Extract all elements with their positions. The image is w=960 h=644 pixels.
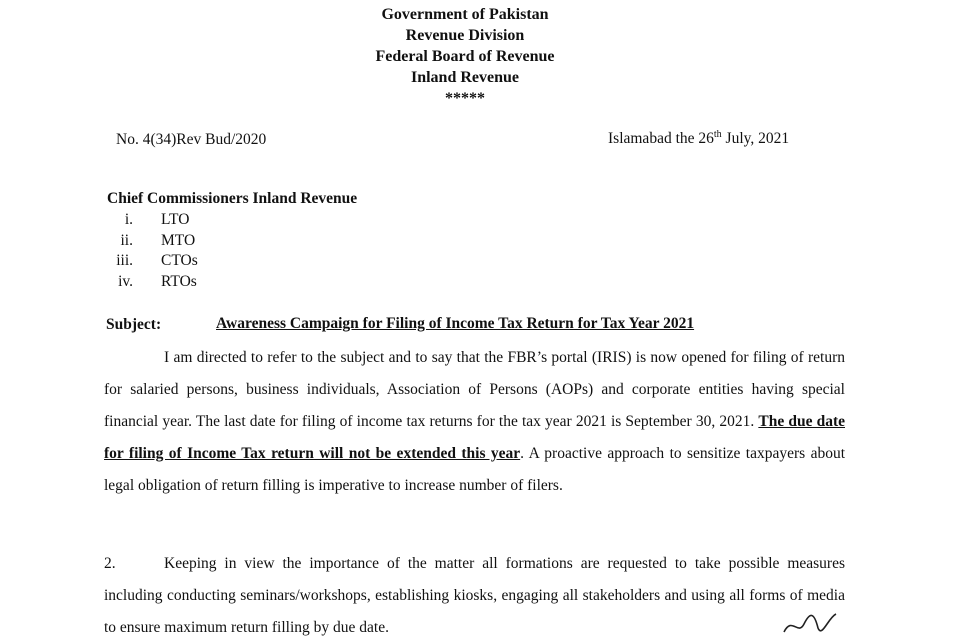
addressee: Chief Commissioners Inland Revenue — [107, 190, 358, 207]
recipient-name: LTO — [161, 211, 190, 228]
paragraph-1-emphasis: The due date for filing of Income Tax return will not be extended this year — [104, 413, 845, 462]
recipient-number: iii. — [116, 252, 133, 269]
letterhead-department: Inland Revenue — [410, 69, 520, 86]
recipient-list — [108, 210, 198, 292]
recipient-number: i. — [124, 211, 133, 228]
paragraph-1 — [104, 342, 845, 502]
letter-date — [608, 129, 789, 148]
recipient-number: ii. — [120, 231, 133, 249]
paragraph-2-number: 2. — [104, 555, 116, 572]
paragraph-1-text: I am directed to refer to the subject and to say that the FBR’s portal (IRIS) is now opened for filing of return for salaried persons, business individuals, Association of Persons (AOPs) and corporate entities having special financial year. The last date for filing of income tax returns for the tax year 2021 is September 30, 2021. — [104, 349, 845, 430]
letterhead-stars: ***** — [445, 90, 485, 107]
paragraph-1-text-end: . A proactive approach to sensitize taxpayers about legal obligation of return filling is imperative to increase number of filers. — [104, 445, 846, 494]
recipient-name: CTOs — [161, 252, 198, 269]
subject-label: Subject: — [106, 316, 162, 333]
recipient-number: iv. — [118, 272, 133, 290]
date-superscript: th — [713, 129, 722, 140]
recipient-item — [108, 210, 198, 231]
signature-scribble — [780, 606, 840, 640]
date-suffix: July, 2021 — [721, 130, 790, 148]
recipient-name: RTOs — [161, 272, 197, 290]
recipient-item — [108, 272, 198, 293]
letterhead-division: Revenue Division — [405, 27, 525, 44]
letterhead-government: Government of Pakistan — [381, 6, 549, 23]
subject-text: Awareness Campaign for Filing of Income Tax Return for Tax Year 2021 — [216, 315, 695, 332]
letterhead-board: Federal Board of Revenue — [375, 48, 555, 65]
recipient-item — [108, 251, 198, 272]
recipient-name: MTO — [161, 231, 196, 249]
date-prefix: Islamabad the 26 — [608, 130, 714, 148]
paragraph-2-text: Keeping in view the importance of the matter all formations are requested to take possible measures including conducting seminars/workshops, establishing kiosks, engaging all stakeholders and using all forms of media to ensure maximum return filling by due date. — [104, 555, 845, 636]
paragraph-2 — [104, 548, 845, 644]
reference-number: No. 4(34)Rev Bud/2020 — [116, 131, 267, 148]
letterhead — [0, 4, 960, 109]
recipient-item — [108, 231, 198, 252]
